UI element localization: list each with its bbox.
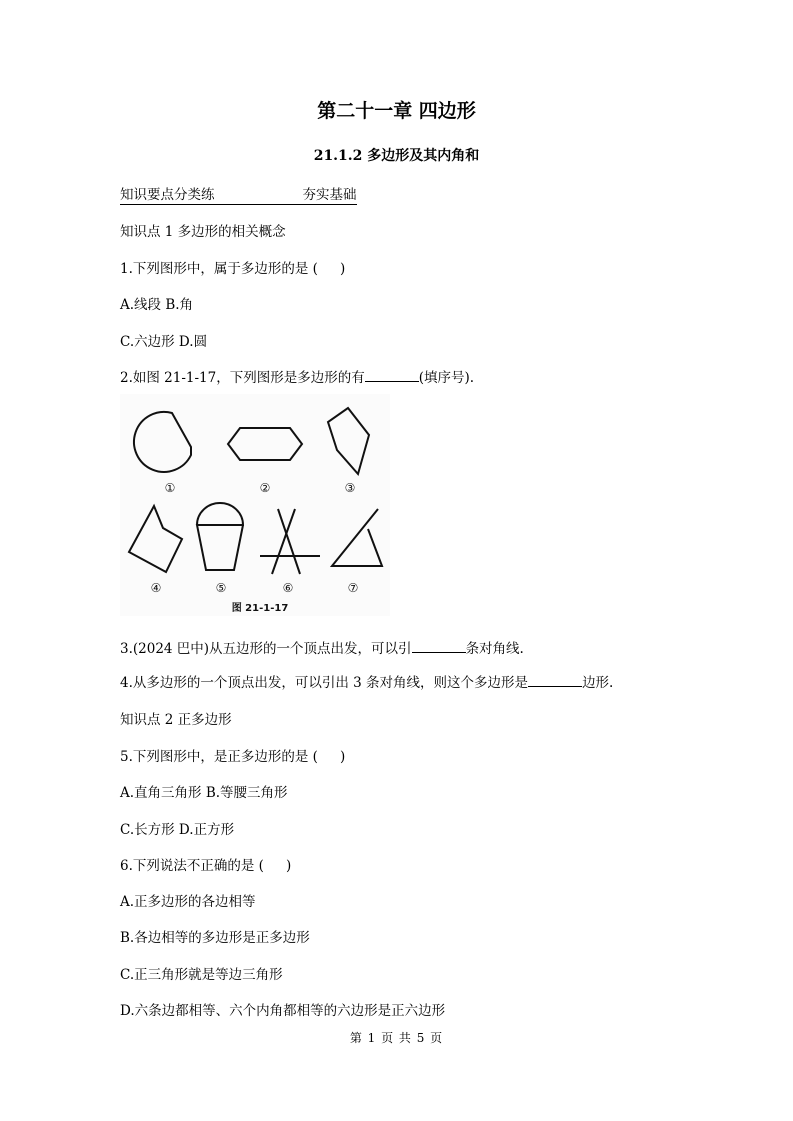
- knowledge-point-2: 知识点 2 正多边形: [120, 712, 232, 728]
- question-5-options-cd: C.长方形 D.正方形: [120, 822, 235, 838]
- chapter-title: 第二十一章 四边形: [317, 100, 476, 122]
- page-footer: 第 1 页 共 5 页: [349, 1031, 444, 1045]
- question-6-close: ): [285, 858, 292, 874]
- question-6-stem: 6.下列说法不正确的是 (: [120, 858, 264, 874]
- question-1-close: ): [339, 261, 346, 277]
- answer-blank: [412, 640, 466, 653]
- figure-label-7: ⑦: [347, 581, 359, 595]
- question-5-stem: 5.下列图形中，是正多边形的是 (: [120, 749, 318, 765]
- figure-label-6: ⑥: [282, 581, 294, 595]
- figure-caption: 图 21-1-17: [231, 603, 289, 614]
- question-1: [120, 257, 345, 277]
- question-6-option-d: D.六条边都相等、六个内角都相等的六边形是正六边形: [120, 1003, 446, 1019]
- question-2-before: 2.如图 21-1-17，下列图形是多边形的有: [120, 370, 365, 386]
- question-3-after: 条对角线.: [465, 641, 524, 657]
- question-2: [120, 366, 474, 386]
- figure-label-4: ④: [150, 581, 162, 595]
- section-header-bar: [120, 187, 357, 205]
- figure-21-1-17: [120, 394, 390, 616]
- question-6-option-a: A.正多边形的各边相等: [120, 894, 256, 910]
- section-subtitle: 21.1.2 多边形及其内角和: [313, 148, 480, 164]
- question-5: [120, 745, 345, 765]
- figure-label-3: ③: [344, 481, 356, 495]
- question-1-options-ab: A.线段 B.角: [120, 297, 194, 313]
- figure-label-5: ⑤: [215, 581, 227, 595]
- question-3-before: 3.(2024 巴中)从五边形的一个顶点出发，可以引: [120, 641, 412, 657]
- question-5-options-ab: A.直角三角形 B.等腰三角形: [120, 785, 288, 801]
- question-6-option-c: C.正三角形就是等边三角形: [120, 967, 283, 983]
- question-6-option-b: B.各边相等的多边形是正多边形: [120, 930, 310, 946]
- section-header-left: 知识要点分类练: [120, 187, 215, 203]
- question-4-after: 边形.: [582, 675, 614, 691]
- question-3: [120, 637, 524, 657]
- question-2-after: (填序号).: [418, 370, 475, 386]
- question-4-before: 4.从多边形的一个顶点出发，可以引出 3 条对角线，则这个多边形是: [120, 675, 529, 691]
- question-4: [120, 671, 613, 691]
- question-1-stem: 1.下列图形中，属于多边形的是 (: [120, 261, 318, 277]
- section-header: [120, 183, 357, 203]
- question-6: [120, 854, 291, 874]
- polygon-figures: [120, 394, 390, 616]
- question-1-options-cd: C.六边形 D.圆: [120, 334, 208, 350]
- figure-label-2: ②: [259, 481, 271, 495]
- knowledge-point-1: 知识点 1 多边形的相关概念: [120, 224, 286, 240]
- answer-blank: [365, 369, 419, 382]
- figure-label-1: ①: [164, 481, 176, 495]
- question-5-close: ): [339, 749, 346, 765]
- section-header-right: 夯实基础: [302, 187, 357, 203]
- answer-blank: [528, 674, 582, 687]
